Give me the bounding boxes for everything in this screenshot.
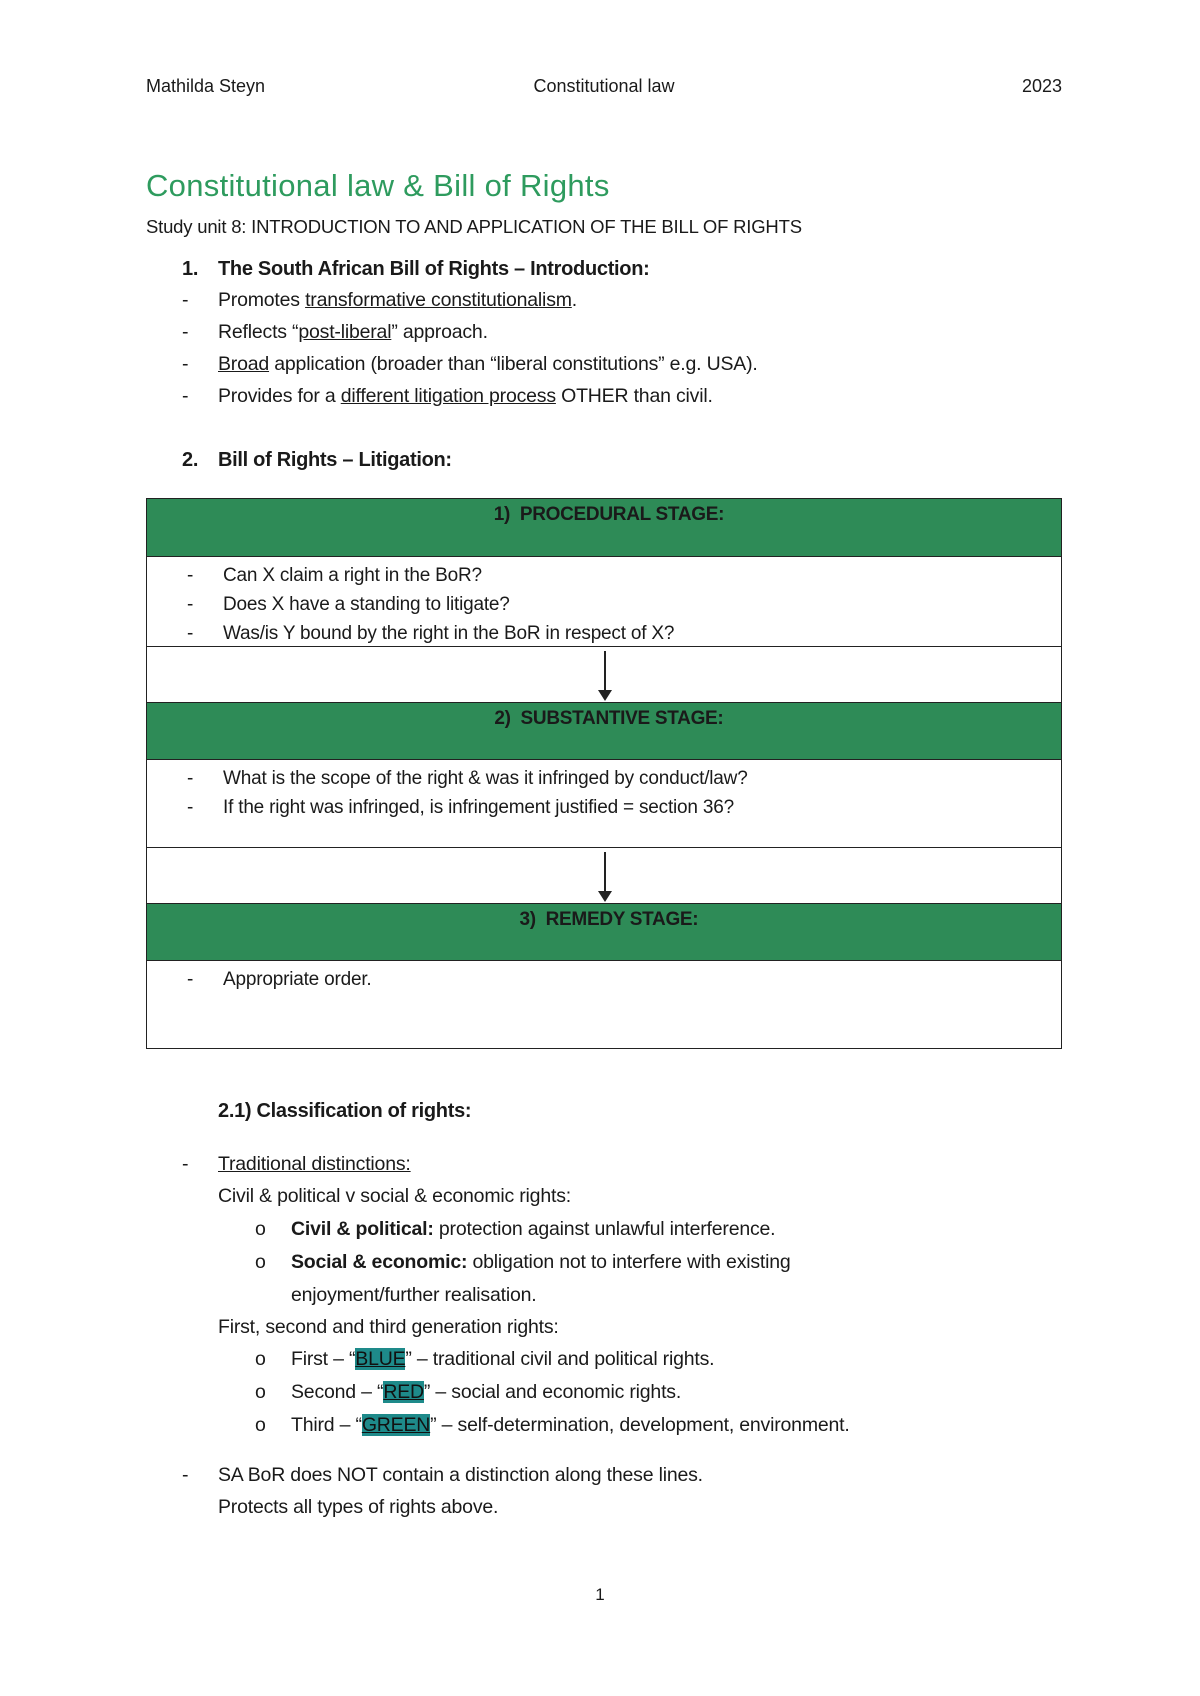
section-number: 1.	[182, 258, 199, 280]
list-item: - Appropriate order.	[187, 969, 372, 990]
remedy-stage-header: 3) REMEDY STAGE:	[147, 903, 1061, 960]
social-economic-item: o Social & economic: obligation not to interfere with existing	[255, 1251, 791, 1273]
third-generation-item: o Third – “GREEN” – self-determination, development, environment.	[255, 1414, 850, 1436]
list-item: - Broad application (broader than “liberal constitutions” e.g. USA).	[182, 353, 758, 375]
header-year: 2023	[1021, 76, 1062, 96]
procedural-stage-header: 1) PROCEDURAL STAGE:	[147, 499, 1061, 556]
sa-bor-continued: Protects all types of rights above.	[218, 1496, 499, 1518]
second-generation-item: o Second – “RED” – social and economic rights.	[255, 1381, 682, 1403]
traditional-distinctions: - Traditional distinctions:	[182, 1153, 411, 1175]
section-1-heading	[182, 258, 650, 281]
section-number: 2.	[182, 449, 199, 471]
section-title: Bill of Rights – Litigation:	[218, 449, 452, 471]
list-item: - Does X have a standing to litigate?	[187, 594, 510, 615]
sa-bor-line: - SA BoR does NOT contain a distinction along these lines.	[182, 1464, 703, 1486]
list-item: - Can X claim a right in the BoR?	[187, 565, 482, 586]
document-title: Constitutional law & Bill of Rights	[146, 168, 610, 203]
page-header	[146, 76, 1062, 100]
civil-political-item: o Civil & political: protection against unlawful interference.	[255, 1218, 776, 1240]
classification-heading: 2.1) Classification of rights:	[218, 1100, 472, 1122]
down-arrow-icon	[604, 852, 606, 896]
substantive-stage-header: 2) SUBSTANTIVE STAGE:	[147, 702, 1061, 759]
section-title: The South African Bill of Rights – Introduction:	[218, 258, 650, 280]
flow-gap	[147, 847, 1061, 903]
list-item: - What is the scope of the right & was it infringed by conduct/law?	[187, 768, 748, 789]
remedy-stage-content	[147, 960, 1061, 1048]
generation-rights-line: First, second and third generation rights:	[218, 1316, 559, 1338]
flow-gap	[147, 646, 1061, 702]
list-item: - Promotes transformative constitutionalism.	[182, 289, 578, 311]
list-item: - Provides for a different litigation process OTHER than civil.	[182, 385, 713, 407]
section-2-heading	[182, 449, 452, 472]
first-generation-item: o First – “BLUE” – traditional civil and political rights.	[255, 1348, 715, 1370]
page-number: 1	[595, 1585, 605, 1604]
substantive-stage-content	[147, 759, 1061, 847]
down-arrow-icon	[604, 651, 606, 695]
civil-vs-social-line: Civil & political v social & economic rights:	[218, 1185, 571, 1207]
header-author: Mathilda Steyn	[146, 76, 266, 96]
social-economic-continued: enjoyment/further realisation.	[291, 1284, 537, 1306]
header-course: Constitutional law	[533, 76, 675, 96]
list-item: - Was/is Y bound by the right in the BoR in respect of X?	[187, 623, 675, 644]
study-unit-subtitle: Study unit 8: INTRODUCTION TO AND APPLICATION OF THE BILL OF RIGHTS	[146, 216, 802, 237]
list-item: - If the right was infringed, is infringement justified = section 36?	[187, 797, 734, 818]
procedural-stage-content	[147, 556, 1061, 646]
list-item: - Reflects “post-liberal” approach.	[182, 321, 488, 343]
litigation-flow-table	[146, 498, 1062, 1049]
